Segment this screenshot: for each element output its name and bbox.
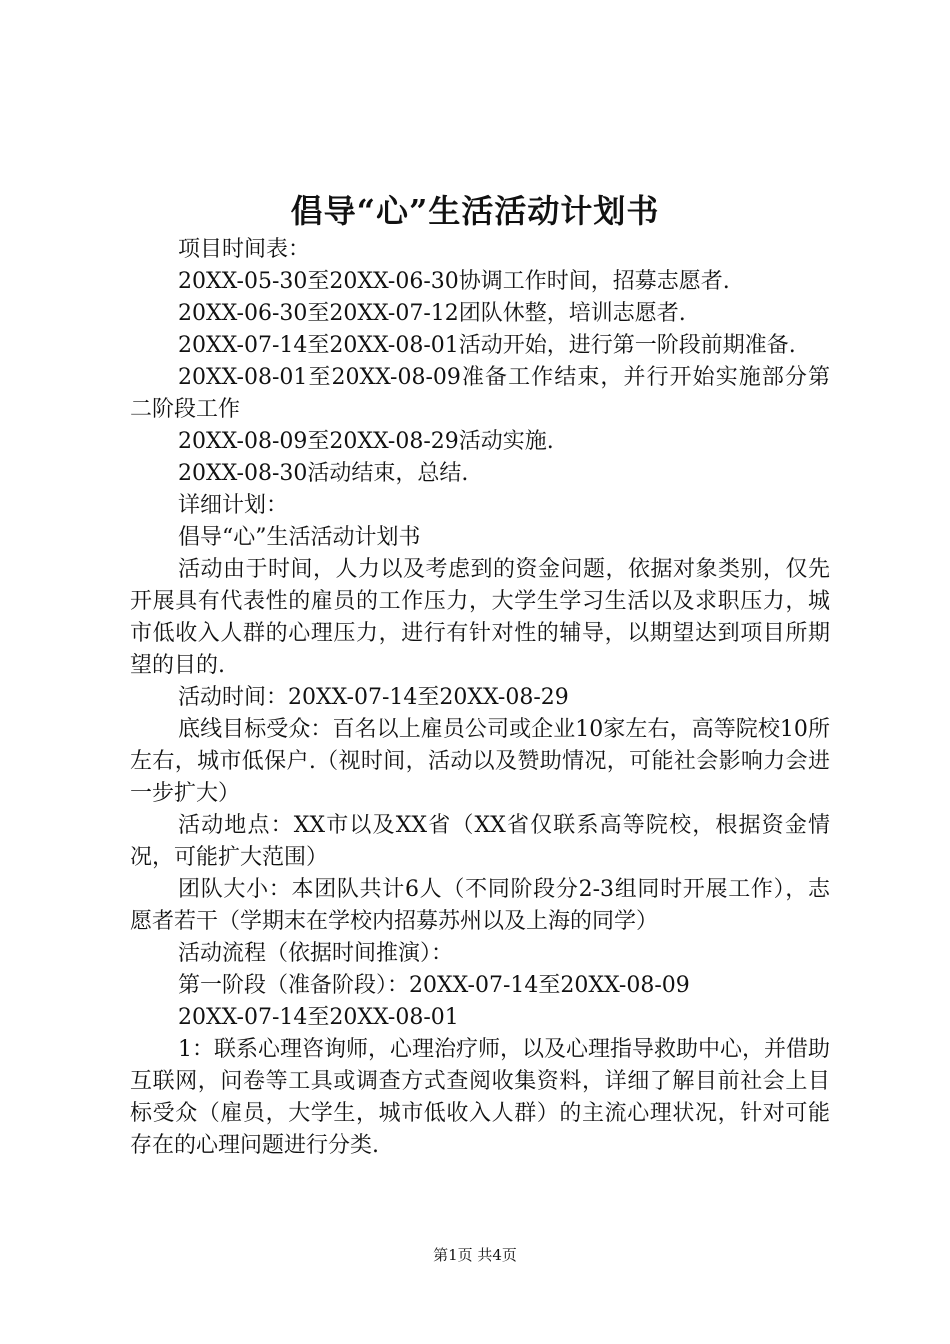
paragraph: 详细计划：	[178, 493, 289, 518]
paragraph: 1：联系心理咨询师，心理治疗师，以及心理指导救助中心，并借助互联网，问卷等工具或调查方式查阅收集资料，详细了解目前社会上目标受众（雇员，大学生，城市低收入人群）的主流心理状况，针对可能存在的心理问题进行分类.	[130, 1037, 830, 1158]
paragraph: 20XX-08-30活动结束，总结.	[178, 461, 469, 486]
paragraph: 倡导“心”生活活动计划书	[178, 525, 421, 550]
paragraph: 团队大小：本团队共计6人（不同阶段分2-3组同时开展工作），志愿者若干（学期末在学校内招募苏州以及上海的同学）	[130, 877, 830, 934]
paragraph: 项目时间表：	[178, 237, 311, 262]
paragraph: 活动流程（依据时间推演）：	[178, 941, 454, 966]
paragraph: 活动地点：XX市以及XX省（XX省仅联系高等院校，根据资金情况，可能扩大范围）	[130, 813, 830, 870]
paragraph: 活动由于时间，人力以及考虑到的资金问题，依据对象类别，仅先开展具有代表性的雇员的工作压力，大学生学习生活以及求职压力，城市低收入人群的心理压力，进行有针对性的辅导，以期望达到项目所期望的目的.	[130, 557, 830, 678]
paragraph: 20XX-08-01至20XX-08-09准备工作结束，并行开始实施部分第二阶段工作	[130, 365, 830, 422]
paragraph: 20XX-05-30至20XX-06-30协调工作时间，招募志愿者.	[178, 269, 730, 294]
paragraph: 底线目标受众：百名以上雇员公司或企业10家左右，高等院校10所左右，城市低保户.（视时间，活动以及赞助情况，可能社会影响力会进一步扩大）	[130, 717, 830, 806]
document-title: 倡导“心”生活活动计划书	[290, 192, 660, 230]
document-body	[130, 234, 830, 1162]
paragraph: 20XX-07-14至20XX-08-01	[178, 1005, 459, 1030]
paragraph: 20XX-08-09至20XX-08-29活动实施.	[178, 429, 554, 454]
paragraph: 20XX-06-30至20XX-07-12团队休整，培训志愿者.	[178, 301, 686, 326]
paragraph: 活动时间：20XX-07-14至20XX-08-29	[178, 685, 569, 710]
page-footer: 第1页 共4页	[433, 1246, 517, 1264]
paragraph: 20XX-07-14至20XX-08-01活动开始，进行第一阶段前期准备.	[178, 333, 796, 358]
paragraph: 第一阶段（准备阶段）：20XX-07-14至20XX-08-09	[178, 973, 690, 998]
